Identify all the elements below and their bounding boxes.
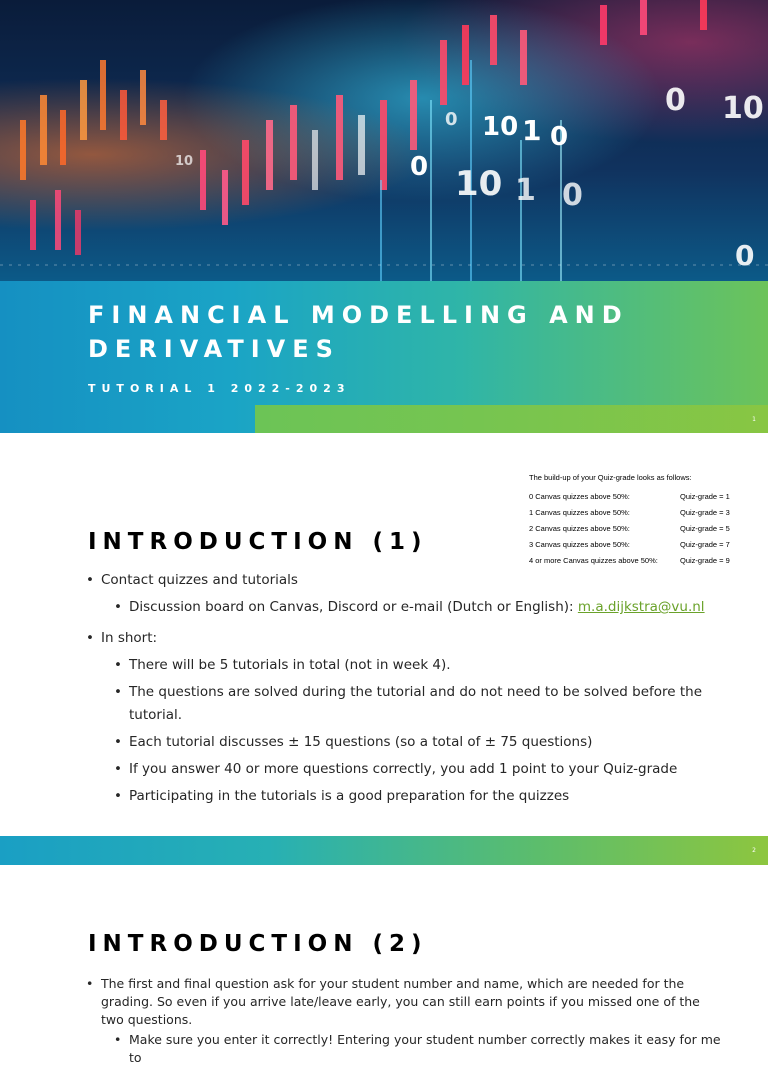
quiz-table-title: The build-up of your Quiz-grade looks as follows:: [529, 473, 692, 482]
slide-number: 1: [752, 416, 756, 423]
table-row: [529, 488, 740, 504]
bullet-text: If you answer 40 or more questions correctly, you add 1 point to your Quiz-grade: [129, 761, 678, 777]
list-item: [86, 569, 736, 592]
chart-digit: 1: [515, 173, 536, 208]
candlestick-chart-graphic: [0, 0, 768, 281]
list-item: [86, 596, 736, 619]
financial-chart-photo: [0, 0, 768, 281]
title-slide: [0, 0, 768, 433]
quiz-condition: 3 Canvas quizzes above 50%:: [529, 539, 630, 549]
introduction-2-slide: [0, 865, 768, 1065]
list-item: [86, 654, 736, 677]
bullet-text: Each tutorial discusses ± 15 questions (so a total of ± 75 questions): [129, 734, 593, 750]
list-item: [86, 681, 736, 727]
quiz-grade: Quiz-grade = 7: [680, 539, 730, 549]
list-item: [86, 975, 726, 1029]
chart-digit: 10: [175, 154, 194, 169]
chart-digit: 0: [410, 152, 429, 182]
chart-digit: 1: [522, 114, 542, 147]
chart-digit: 10: [455, 164, 503, 204]
slide-footer-band: [0, 836, 768, 865]
bullet-text: Participating in the tutorials is a good preparation for the quizzes: [129, 788, 570, 804]
quiz-condition: 1 Canvas quizzes above 50%:: [529, 507, 630, 517]
bullet-text: Contact quizzes and tutorials: [101, 572, 298, 588]
quiz-grade-table: [529, 473, 740, 568]
bullet-text: The questions are solved during the tutorial and do not need to be solved before the tutorial.: [129, 684, 703, 723]
table-row: [529, 504, 740, 520]
bullet-text: Discussion board on Canvas, Discord or e-mail (Dutch or English):: [129, 599, 578, 615]
quiz-condition: 0 Canvas quizzes above 50%:: [529, 491, 630, 501]
chart-digit: 0: [550, 122, 569, 152]
slide-heading: INTRODUCTION (1): [88, 529, 428, 555]
presentation-subtitle: TUTORIAL 1 2022-2023: [88, 382, 351, 395]
table-row: [529, 552, 740, 568]
slide-number: 2: [752, 847, 756, 854]
table-row: [529, 536, 740, 552]
title-band-accent: [255, 405, 768, 433]
quiz-grade: Quiz-grade = 5: [680, 523, 730, 533]
chart-digit: 0: [445, 109, 458, 130]
bullet-text: The first and final question ask for your student number and name, which are needed for the grading. So even if you arrive late/leave early, you can still earn points if you missed one of the two questions.: [101, 976, 700, 1027]
chart-digit: 0: [735, 239, 755, 272]
list-item: [86, 1031, 726, 1067]
bullet-list: [86, 975, 726, 1071]
chart-digit: 0: [665, 83, 686, 118]
list-item: [86, 731, 736, 754]
quiz-grade: Quiz-grade = 1: [680, 491, 730, 501]
quiz-grade: Quiz-grade = 3: [680, 507, 730, 517]
list-item: [86, 758, 736, 781]
chart-digit: 0: [562, 178, 583, 213]
slide-heading: INTRODUCTION (2): [88, 931, 428, 957]
chart-digit: 10: [722, 91, 764, 126]
quiz-condition: 2 Canvas quizzes above 50%:: [529, 523, 630, 533]
bullet-text: There will be 5 tutorials in total (not in week 4).: [129, 657, 451, 673]
chart-digit: 10: [482, 112, 519, 142]
bullet-text: In short:: [101, 630, 158, 646]
table-row: [529, 520, 740, 536]
quiz-condition: 4 or more Canvas quizzes above 50%:: [529, 555, 658, 565]
email-link[interactable]: m.a.dijkstra@vu.nl: [577, 599, 705, 615]
quiz-grade: Quiz-grade = 9: [680, 555, 730, 565]
bullet-text: Make sure you enter it correctly! Entering your student number correctly makes it easy for me to: [129, 1032, 721, 1065]
presentation-title: FINANCIAL MODELLING AND DERIVATIVES: [88, 301, 629, 363]
list-item: [86, 785, 736, 808]
list-item: [86, 627, 736, 650]
introduction-1-slide: [0, 433, 768, 865]
bullet-list: [86, 569, 736, 812]
